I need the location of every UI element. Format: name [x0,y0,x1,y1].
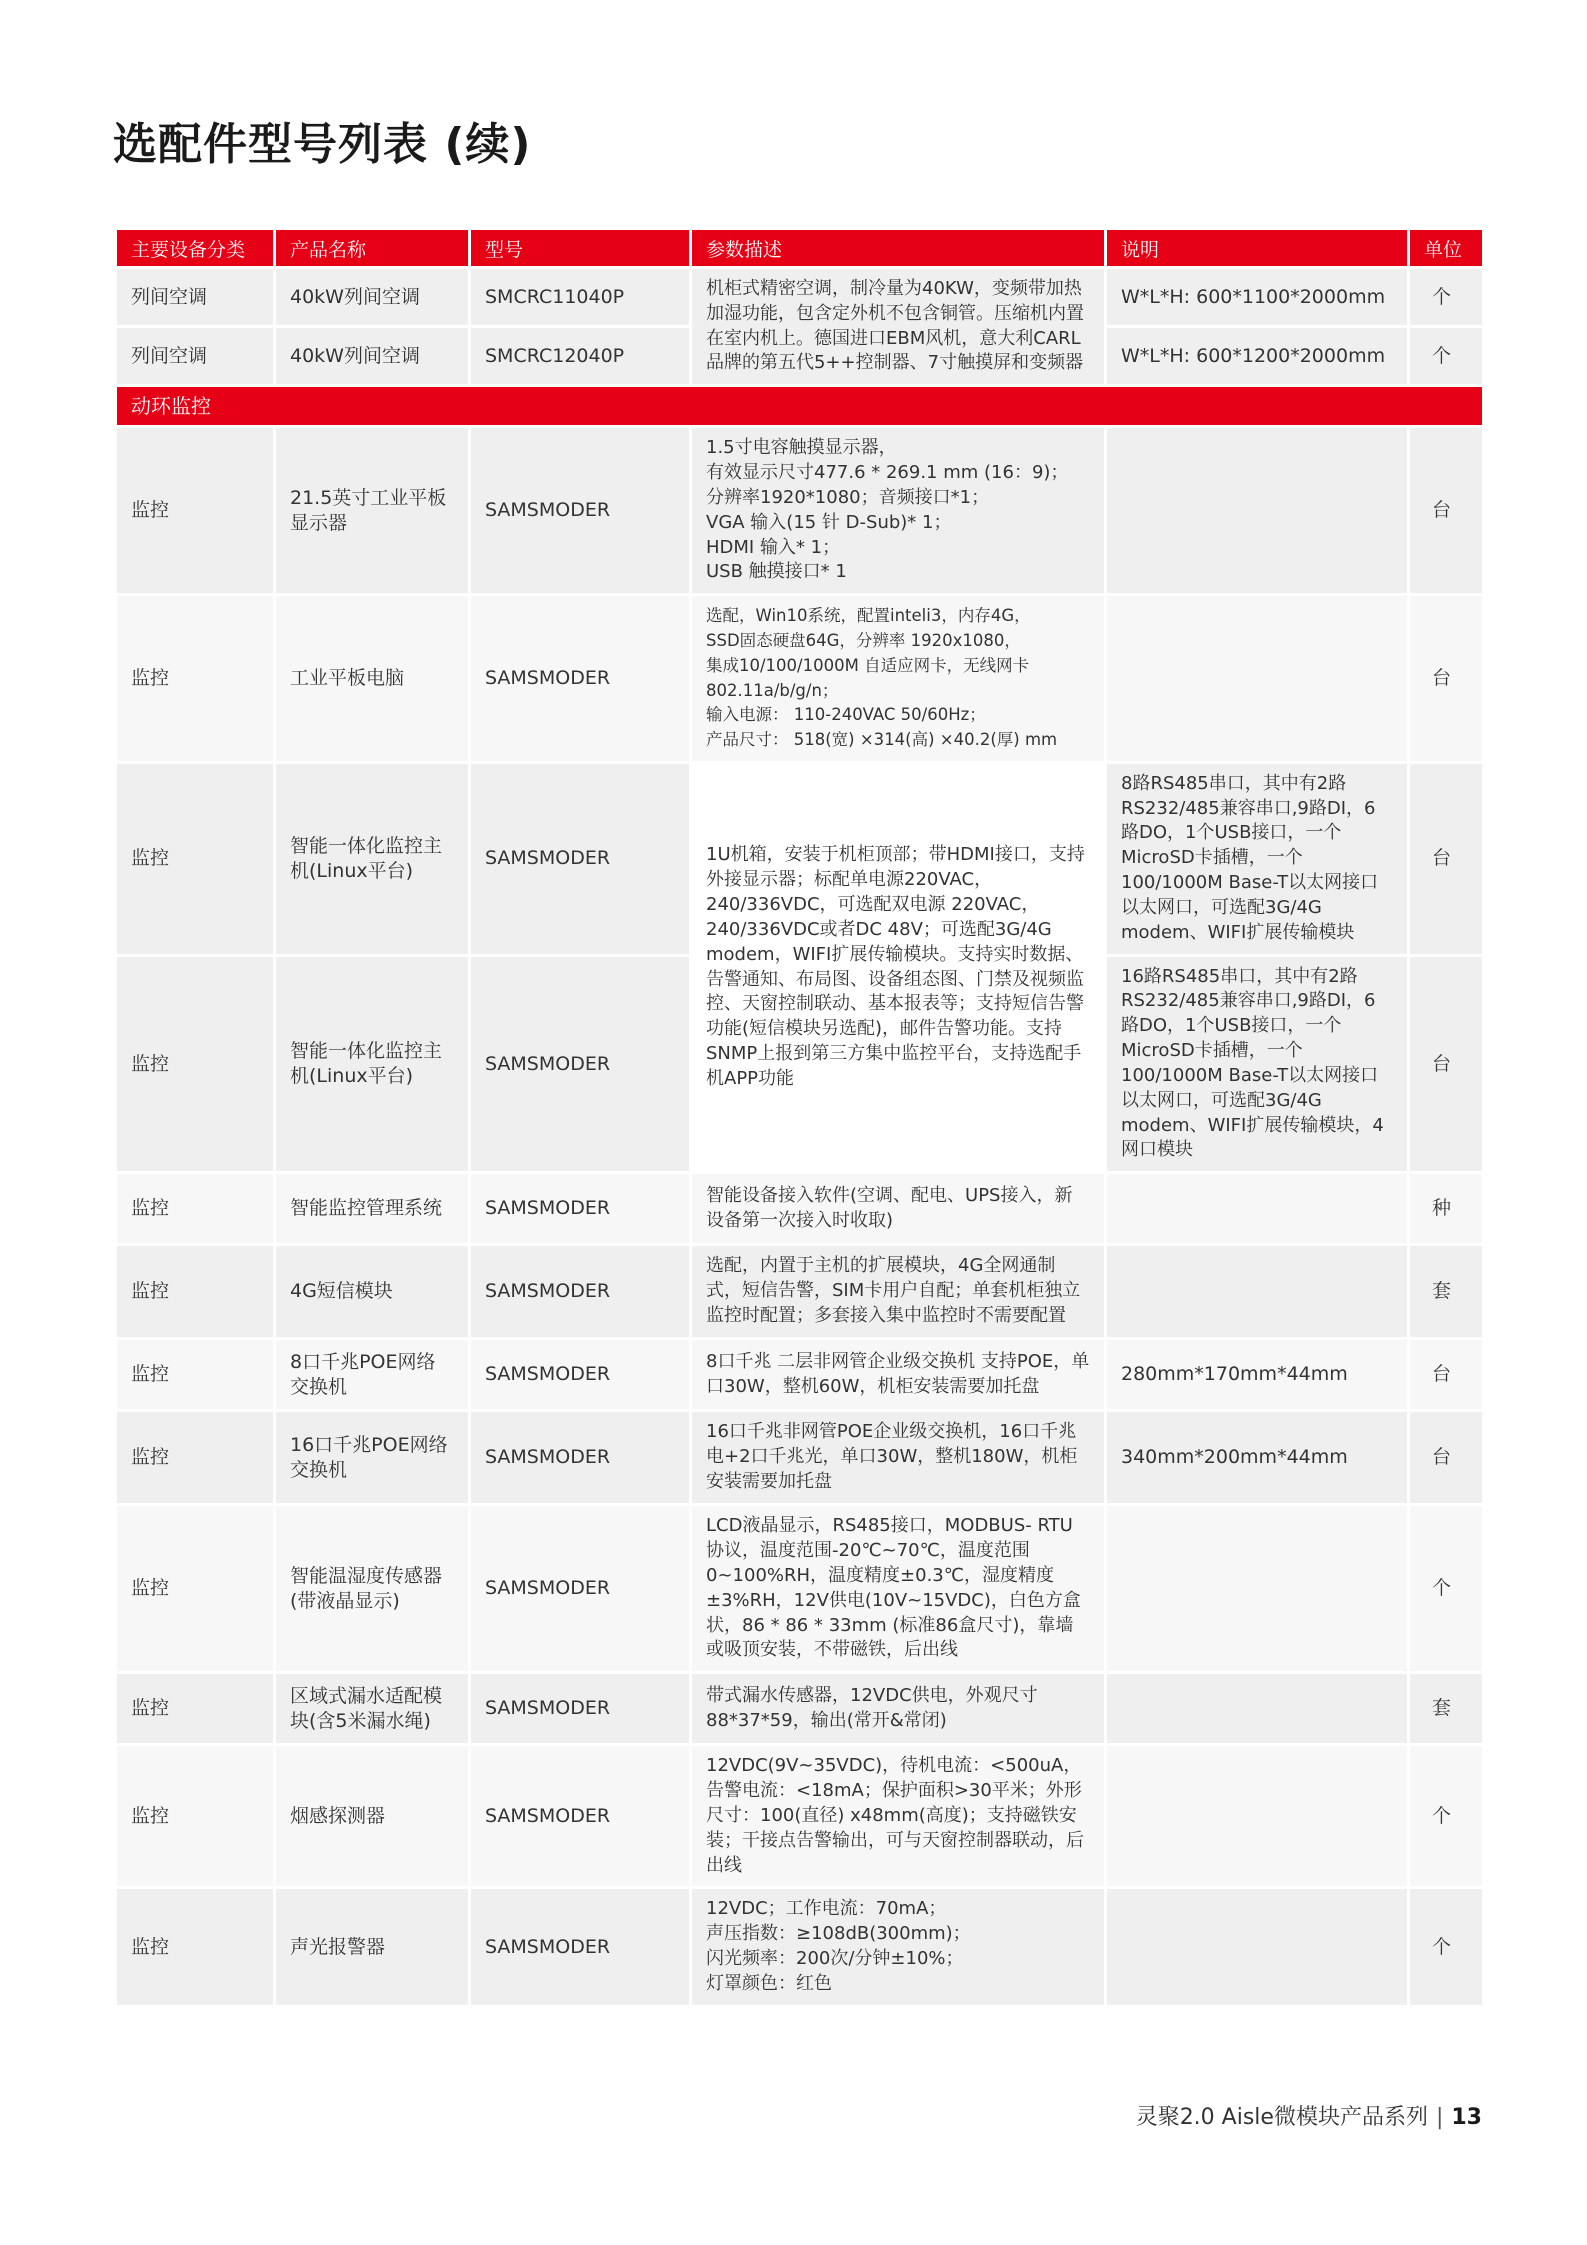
table-row [116,1673,1484,1745]
cell-unit: 台 [1409,1339,1484,1411]
cell-note [1106,427,1409,595]
cell-model: SAMSMODER [470,427,691,595]
cell-unit: 台 [1409,595,1484,763]
cell-category: 监控 [116,1173,275,1245]
cell-unit: 个 [1409,268,1484,327]
group-label: 动环监控 [116,386,1484,427]
cell-unit: 个 [1409,327,1484,386]
desc-line: USB 触摸接口* 1 [706,561,847,583]
cell-name: 40kW列间空调 [275,327,470,386]
cell-unit: 台 [1409,1411,1484,1505]
page-footer [1136,2100,1482,2131]
cell-category: 监控 [116,1411,275,1505]
desc-line: 12VDC；工作电流：70mA； [706,1898,947,1920]
cell-desc: 12VDC(9V~35VDC)，待机电流：<500uA，告警电流：<18mA；保护面积>30平米；外形尺寸：100(直径) x48mm(高度)；支持磁铁安装；干接点告警输出，可与天窗控制器联动，后出线 [691,1745,1106,1888]
cell-note: 8路RS485串口，其中有2路RS232/485兼容串口,9路DI，6路DO，1个USB接口，一个MicroSD卡插槽，一个100/1000M Base-T以太网接口以太网口，可选配3G/4G modem、WIFI扩展传输模块 [1106,762,1409,955]
cell-desc: 1U机箱，安装于机柜顶部；带HDMI接口，支持外接显示器；标配单电源220VAC，240/336VDC，可选配双电源 220VAC，240/336VDC或者DC 48V；可选配3G/4G modem，WIFI扩展传输模块。支持实时数据、告警通知、布局图、设备组态图、门禁及视频监控、天窗控制联动、基本报表等；支持短信告警功能(短信模块另选配)，邮件告警功能。支持SNMP上报到第三方集中监控平台，支持选配手机APP功能 [691,762,1106,1172]
cell-model: SMCRC12040P [470,327,691,386]
cell-model: SAMSMODER [470,1411,691,1505]
table-row [116,595,1484,763]
cell-category: 监控 [116,1505,275,1673]
cell-category: 监控 [116,762,275,955]
desc-line: 产品尺寸： 518(宽) ×314(高) ×40.2(厚) mm [706,730,1058,750]
cell-category: 列间空调 [116,327,275,386]
cell-name: 8口千兆POE网络交换机 [275,1339,470,1411]
footer-separator: | [1435,2105,1444,2130]
page-number: 13 [1451,2105,1482,2130]
table-row [116,268,1484,327]
cell-name: 智能温湿度传感器(带液晶显示) [275,1505,470,1673]
group-row [116,386,1484,427]
cell-name: 40kW列间空调 [275,268,470,327]
table-row [116,1339,1484,1411]
cell-name: 21.5英寸工业平板显示器 [275,427,470,595]
cell-name: 智能一体化监控主机(Linux平台) [275,955,470,1173]
col-header-model: 型号 [470,229,691,268]
cell-model: SAMSMODER [470,1173,691,1245]
cell-category: 监控 [116,595,275,763]
desc-line: 灯罩颜色：红色 [706,1972,832,1994]
table-row [116,427,1484,595]
desc-line: 分辨率1920*1080；音频接口*1； [706,486,990,508]
cell-desc [691,1888,1106,2006]
cell-model: SAMSMODER [470,595,691,763]
cell-model: SAMSMODER [470,1745,691,1888]
cell-category: 监控 [116,955,275,1173]
cell-model: SAMSMODER [470,1505,691,1673]
cell-category: 监控 [116,427,275,595]
cell-note [1106,595,1409,763]
cell-unit: 个 [1409,1505,1484,1673]
cell-category: 监控 [116,1888,275,2006]
cell-category: 监控 [116,1673,275,1745]
cell-category: 监控 [116,1339,275,1411]
cell-model: SMCRC11040P [470,268,691,327]
cell-category: 监控 [116,1745,275,1888]
cell-unit: 种 [1409,1173,1484,1245]
cell-category: 列间空调 [116,268,275,327]
table-row [116,1245,1484,1339]
table-row [116,1173,1484,1245]
cell-note [1106,1505,1409,1673]
cell-model: SAMSMODER [470,1339,691,1411]
cell-note [1106,1173,1409,1245]
accessory-table [114,227,1485,2008]
cell-note [1106,1888,1409,2006]
col-header-desc: 参数描述 [691,229,1106,268]
col-header-note: 说明 [1106,229,1409,268]
cell-model: SAMSMODER [470,1673,691,1745]
cell-model: SAMSMODER [470,1245,691,1339]
desc-line: 声压指数：≥108dB(300mm)； [706,1923,971,1945]
cell-desc: LCD液晶显示，RS485接口，MODBUS- RTU协议，温度范围-20℃~70℃，温度范围0~100%RH，温度精度±0.3℃，湿度精度±3%RH，12V供电(10V~15VDC)，白色方盒状，86 * 86 * 33mm (标准86盒尺寸)，靠墙或吸顶安装，不带磁铁，后出线 [691,1505,1106,1673]
table-row [116,762,1484,955]
cell-unit: 个 [1409,1888,1484,2006]
table-row [116,1505,1484,1673]
desc-line: 闪光频率：200次/分钟±10%； [706,1948,964,1969]
cell-desc: 机柜式精密空调，制冷量为40KW，变频带加热加湿功能，包含定外机不包含铜管。压缩机内置在室内机上。德国进口EBM风机，意大利CARL品牌的第五代5++控制器、7寸触摸屏和变频器 [691,268,1106,386]
cell-name: 烟感探测器 [275,1745,470,1888]
footer-series: 灵聚2.0 Aisle微模块产品系列 [1135,2105,1428,2130]
cell-note: W*L*H: 600*1200*2000mm [1106,327,1409,386]
cell-desc: 智能设备接入软件(空调、配电、UPS接入，新设备第一次接入时收取) [691,1173,1106,1245]
cell-name: 智能一体化监控主机(Linux平台) [275,762,470,955]
cell-unit: 台 [1409,762,1484,955]
cell-category: 监控 [116,1245,275,1339]
cell-unit: 台 [1409,427,1484,595]
cell-model: SAMSMODER [470,955,691,1173]
cell-name: 区域式漏水适配模块(含5米漏水绳) [275,1673,470,1745]
cell-note [1106,1745,1409,1888]
cell-note [1106,1673,1409,1745]
cell-desc [691,427,1106,595]
cell-note: 16路RS485串口，其中有2路RS232/485兼容串口,9路DI，6路DO，1个USB接口，一个MicroSD卡插槽，一个100/1000M Base-T以太网接口以太网口，可选配3G/4G modem、WIFI扩展传输模块，4网口模块 [1106,955,1409,1173]
desc-line: 选配，Win10系统，配置inteli3，内存4G， [706,606,1031,626]
desc-line: HDMI 输入* 1； [706,536,841,558]
cell-name: 工业平板电脑 [275,595,470,763]
cell-model: SAMSMODER [470,762,691,955]
page-title: 选配件型号列表 (续) [113,119,532,170]
table-row [116,1411,1484,1505]
cell-unit: 套 [1409,1673,1484,1745]
cell-note [1106,1245,1409,1339]
table-header-row [116,229,1484,268]
cell-note: 340mm*200mm*44mm [1106,1411,1409,1505]
cell-name: 16口千兆POE网络交换机 [275,1411,470,1505]
cell-desc: 8口千兆 二层非网管企业级交换机 支持POE，单口30W，整机60W，机柜安装需要加托盘 [691,1339,1106,1411]
cell-name: 声光报警器 [275,1888,470,2006]
cell-name: 智能监控管理系统 [275,1173,470,1245]
cell-desc: 选配，内置于主机的扩展模块，4G全网通制式，短信告警，SIM卡用户自配；单套机柜独立监控时配置；多套接入集中监控时不需要配置 [691,1245,1106,1339]
desc-line: 集成10/100/1000M 自适应网卡，无线网卡 [706,655,1030,675]
table-row [116,1745,1484,1888]
cell-unit: 套 [1409,1245,1484,1339]
cell-unit: 个 [1409,1745,1484,1888]
desc-line: 有效显示尺寸477.6 * 269.1 mm (16：9)； [706,462,1069,484]
col-header-name: 产品名称 [275,229,470,268]
cell-desc: 带式漏水传感器，12VDC供电，外观尺寸88*37*59，输出(常开&常闭) [691,1673,1106,1745]
desc-line: SSD固态硬盘64G，分辨率 1920x1080， [706,631,1021,651]
table-row [116,1888,1484,2006]
cell-note: W*L*H: 600*1100*2000mm [1106,268,1409,327]
col-header-unit: 单位 [1409,229,1484,268]
cell-model: SAMSMODER [470,1888,691,2006]
desc-line: 1.5寸电容触摸显示器， [706,437,897,459]
cell-desc [691,595,1106,763]
col-header-category: 主要设备分类 [116,229,275,268]
desc-line: 802.11a/b/g/n； [706,680,839,700]
desc-line: VGA 输入(15 针 D-Sub)* 1； [706,511,952,533]
cell-desc: 16口千兆非网管POE企业级交换机，16口千兆电+2口千兆光，单口30W，整机180W，机柜安装需要加托盘 [691,1411,1106,1505]
cell-unit: 台 [1409,955,1484,1173]
desc-line: 输入电源： 110-240VAC 50/60Hz； [706,705,986,725]
cell-name: 4G短信模块 [275,1245,470,1339]
cell-note: 280mm*170mm*44mm [1106,1339,1409,1411]
